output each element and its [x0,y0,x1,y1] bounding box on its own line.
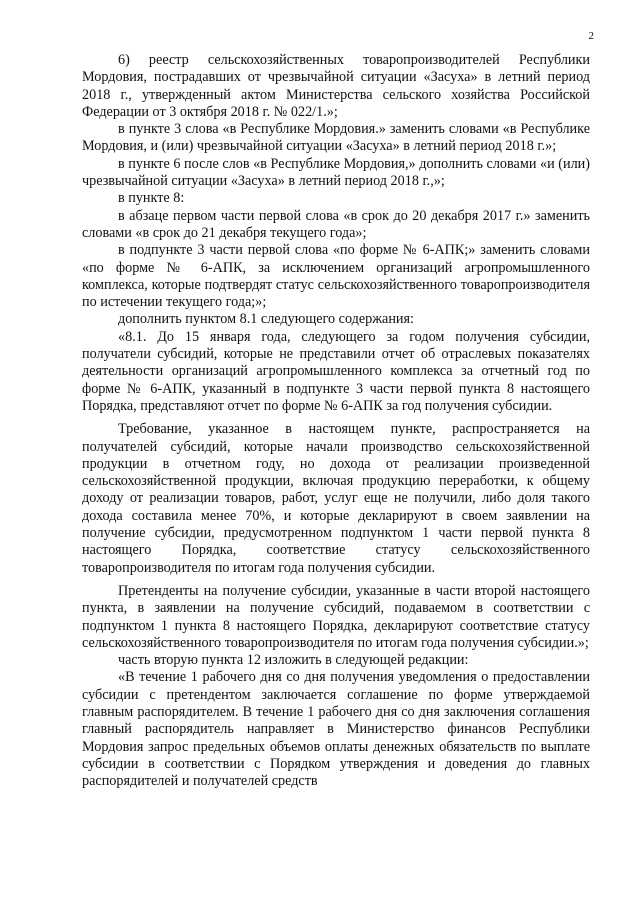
paragraph-point-12-heading: часть вторую пункта 12 изложить в следующей редакции: [118,652,469,669]
document-body [82,52,590,790]
paragraph-registry: 6) реестр сельскохозяйственных товаропроизводителей Республики Мордовия, пострадавших от чрезвычайной ситуации «Засуха» в летний период 2018 г., утвержденный актом Министерства сельского хозяйства Российской Федерации от 3 октября 2018 г. № 022/1.»; [82,52,590,120]
paragraph-requirement: Требование, указанное в настоящем пункте, распространяется на получателей субсидий, которые начали производство сельскохозяйственной продукции в отчетном году, но дохода от реализации произведенной сельскохозяйственной продукции, включая продукцию переработки, к общему доходу от реализации товаров, работ, услуг еще не получили, либо доля такого дохода составила менее 70%, и которые декларируют в своем заявлении на получение субсидии, предусмотренном подпунктом 1 части первой пункта 8 настоящего Порядка, соответствие статусу сельскохозяйственного товаропроизводителя по итогам года получения субсидии. [82,421,590,576]
paragraph-add-point-8-1: дополнить пунктом 8.1 следующего содержания: [118,311,414,328]
paragraph-point-8-heading: в пункте 8: [118,190,185,207]
paragraph-point-12-text: «В течение 1 рабочего дня со дня получения уведомления о предоставлении субсидии с претендентом заключается соглашение по форме утверждаемой главным распорядителем. В течение 1 рабочего дня со дня заключения соглашения главный распорядитель направляет в Министерство финансов Республики Мордовия запрос предельных объемов оплаты денежных обязательств по выплате субсидии в соответствии с Порядком утверждения и доведения до главных распорядителей и получателей средств [82,669,590,790]
paragraph-point-8-subpoint-3: в подпункте 3 части первой слова «по форме № 6-АПК;» заменить словами «по форме № 6-АПК, за исключением организаций агропромышленного комплекса, которые подтвердят статус сельскохозяйственного товаропроизводителя по истечении текущего года;»; [82,242,590,311]
page-number: 2 [588,30,594,42]
paragraph-point-8-first-part: в абзаце первом части первой слова «в срок до 20 декабря 2017 г.» заменить словами «в срок до 21 декабря текущего года»; [82,207,590,241]
paragraph-applicants: Претенденты на получение субсидии, указанные в части второй настоящего пункта, в заявлении на получение субсидий, подаваемом в соответствии с подпунктом 1 пункта 8 настоящего Порядка, декларируют соответствие статусу сельскохозяйственного товаропроизводителя по итогам года получения субсидии.»; [82,582,590,651]
paragraph-point-8-1-text: «8.1. До 15 января года, следующего за годом получения субсидии, получатели субсидий, которые не представили отчет об отраслевых показателях деятельности организаций агропромышленного комплекса за отчетный год по форме № 6-АПК, указанный в подпункте 3 части первой пункта 8 настоящего Порядка, представляют отчет по форме № 6-АПК за год получения субсидии. [82,328,590,414]
paragraph-point-6: в пункте 6 после слов «в Республике Мордовия,» дополнить словами «и (или) чрезвычайной ситуации «Засуха» в летний период 2018 г.,»; [82,155,590,190]
paragraph-point-3: в пункте 3 слова «в Республике Мордовия.» заменить словами «в Республике Мордовия, и (или) чрезвычайной ситуации «Засуха» в летний период 2018 г.»; [82,121,590,155]
